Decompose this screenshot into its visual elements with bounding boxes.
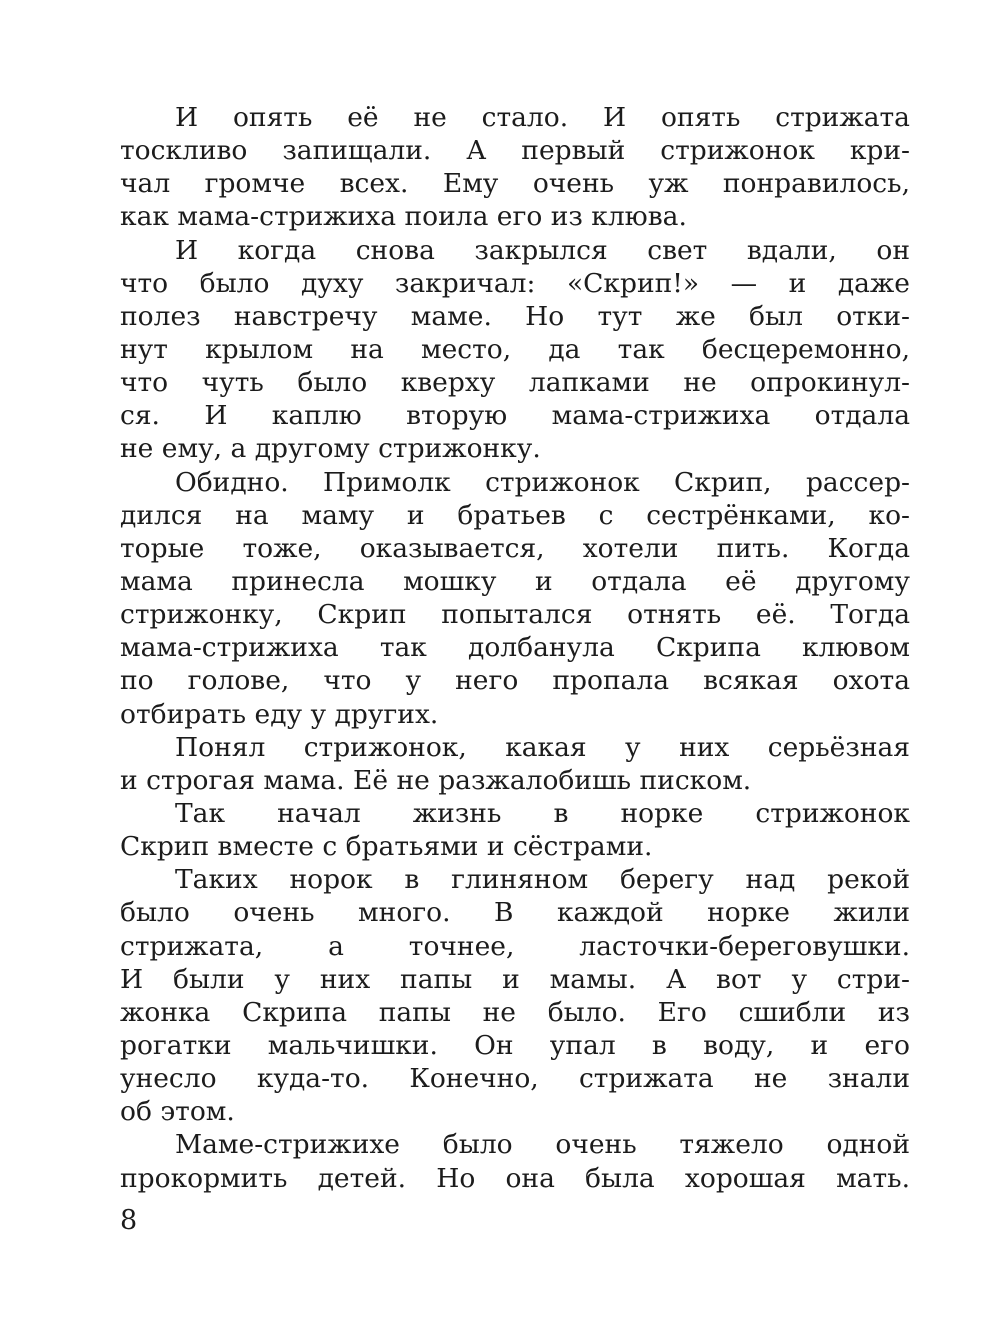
text-line: прокормить детей. Но она была хорошая мать.	[120, 1162, 910, 1194]
text-line: чал громче всех. Ему очень уж понравилось,	[120, 168, 910, 200]
text-line: стрижонку, Скрип попытался отнять её. Тогда	[120, 599, 910, 631]
text-line: было очень много. В каждой норке жили	[120, 897, 910, 929]
text-line: по голове, что у него пропала всякая охота	[120, 665, 910, 697]
text-line: тоскливо запищали. А первый стрижонок кри-	[120, 135, 910, 167]
text-line: что было духу закричал: «Скрип!» — и даже	[120, 267, 910, 299]
text-line: Скрип вместе с братьями и сёстрами.	[120, 831, 653, 863]
text-line: Понял стрижонок, какая у них серьёзная	[175, 731, 910, 763]
text-line: не ему, а другому стрижонку.	[120, 433, 541, 465]
text-line: мама принесла мошку и отдала её другому	[120, 565, 910, 597]
text-line: Маме-стрижихе было очень тяжело одной	[175, 1129, 910, 1161]
text-line: И опять её не стало. И опять стрижата	[175, 102, 910, 133]
text-line: Так начал жизнь в норке стрижонок	[175, 797, 910, 829]
text-line: отбирать еду у других.	[120, 698, 439, 730]
text-line: торые тоже, оказывается, хотели пить. Когда	[120, 532, 910, 564]
text-line: жонка Скрипа папы не было. Его сшибли из	[120, 996, 910, 1028]
page-number: 8	[120, 1205, 138, 1236]
text-line: рогатки мальчишки. Он упал в воду, и его	[120, 1029, 910, 1061]
text-line: И были у них папы и мамы. А вот у стри-	[120, 963, 910, 995]
text-line: как мама-стрижиха поила его из клюва.	[120, 201, 687, 233]
text-line: Обидно. Примолк стрижонок Скрип, рассер-	[175, 466, 910, 498]
text-line: что чуть было кверху лапками не опрокинул-	[120, 367, 910, 399]
text-line: ся. И каплю вторую мама-стрижиха отдала	[120, 400, 910, 432]
text-line: полез навстречу маме. Но тут же был отки-	[120, 300, 910, 332]
text-line: мама-стрижиха так долбанула Скрипа клювом	[120, 632, 910, 664]
text-line: об этом.	[120, 1096, 235, 1128]
text-line: унесло куда-то. Конечно, стрижата не знали	[120, 1063, 910, 1095]
text-line: И когда снова закрылся свет вдали, он	[175, 234, 910, 266]
text-line: стрижата, а точнее, ласточки-береговушки.	[120, 930, 910, 962]
text-line: и строгая мама. Её не разжалобишь писком.	[120, 764, 752, 796]
story-text	[120, 101, 910, 1195]
text-line: Таких норок в глиняном берегу над рекой	[175, 864, 910, 896]
text-line: нут крылом на место, да так бесцеремонно,	[120, 333, 910, 365]
text-line: дился на маму и братьев с сестрёнками, ко-	[120, 499, 910, 531]
